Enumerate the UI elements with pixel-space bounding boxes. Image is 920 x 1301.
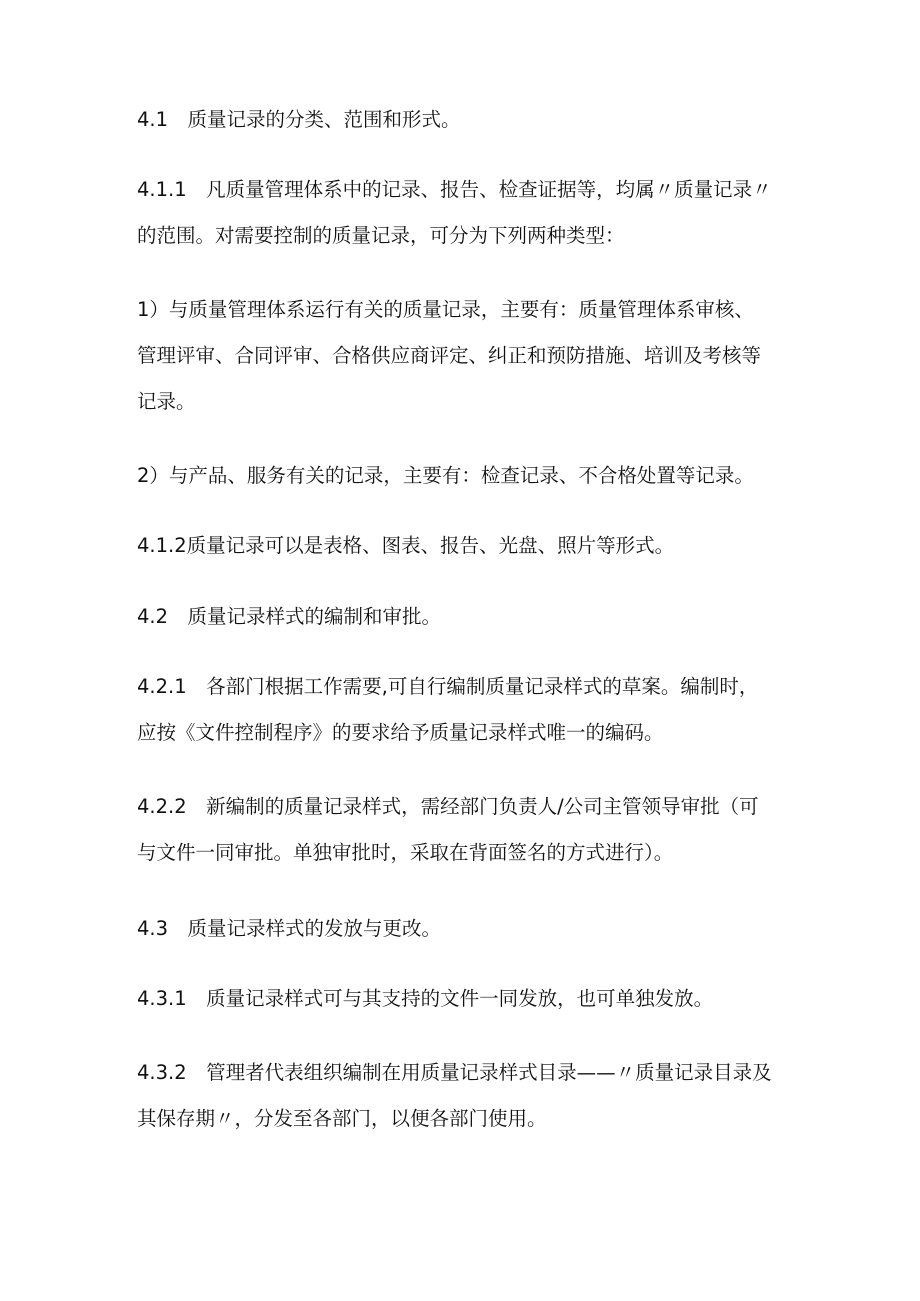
text-line: 4.2 质量记录样式的编制和审批。 bbox=[137, 605, 442, 628]
section-4-1-heading bbox=[137, 97, 797, 143]
section-4-2-1-paragraph bbox=[137, 664, 797, 756]
text-line: 应按《文件控制程序》的要求给予质量记录样式唯一的编码。 bbox=[137, 721, 664, 744]
text-line: 4.3 质量记录样式的发放与更改。 bbox=[137, 917, 442, 940]
section-4-3-2-paragraph bbox=[137, 1050, 797, 1142]
text-line: 4.3.2 管理者代表组织编制在用质量记录样式目录——〃质量记录目录及 bbox=[137, 1061, 772, 1084]
text-line: 4.2.2 新编制的质量记录样式，需经部门负责人/公司主管领导审批（可 bbox=[137, 795, 759, 818]
text-line: 4.1 质量记录的分类、范围和形式。 bbox=[137, 108, 461, 131]
section-4-1-1-paragraph bbox=[137, 167, 797, 259]
text-line: 4.2.1 各部门根据工作需要,可自行编制质量记录样式的草案。编制时， bbox=[137, 675, 759, 698]
list-item-1-paragraph bbox=[137, 287, 797, 425]
text-line: 2）与产品、服务有关的记录，主要有：检查记录、不合格处置等记录。 bbox=[137, 464, 754, 487]
text-line: 记录。 bbox=[137, 390, 196, 413]
text-line: 的范围。对需要控制的质量记录，可分为下列两种类型： bbox=[137, 224, 625, 247]
list-item-2-paragraph bbox=[137, 453, 797, 499]
section-4-3-1-paragraph bbox=[137, 976, 797, 1022]
section-4-3-heading bbox=[137, 906, 797, 952]
section-4-1-2-paragraph bbox=[137, 523, 797, 569]
text-line: 4.1.2质量记录可以是表格、图表、报告、光盘、照片等形式。 bbox=[137, 534, 675, 557]
text-line: 4.1.1 凡质量管理体系中的记录、报告、检查证据等，均属〃质量记录〃 bbox=[137, 178, 772, 201]
text-line: 管理评审、合同评审、合格供应商评定、纠正和预防措施、培训及考核等 bbox=[137, 344, 762, 367]
section-4-2-heading bbox=[137, 594, 797, 640]
text-line: 1）与质量管理体系运行有关的质量记录，主要有：质量管理体系审核、 bbox=[137, 298, 754, 321]
section-4-2-2-paragraph bbox=[137, 784, 797, 876]
text-line: 与文件一同审批。单独审批时，采取在背面签名的方式进行）。 bbox=[137, 841, 674, 864]
text-line: 其保存期〃，分发至各部门，以便各部门使用。 bbox=[137, 1107, 547, 1130]
text-line: 4.3.1 质量记录样式可与其支持的文件一同发放，也可单独发放。 bbox=[137, 987, 714, 1010]
